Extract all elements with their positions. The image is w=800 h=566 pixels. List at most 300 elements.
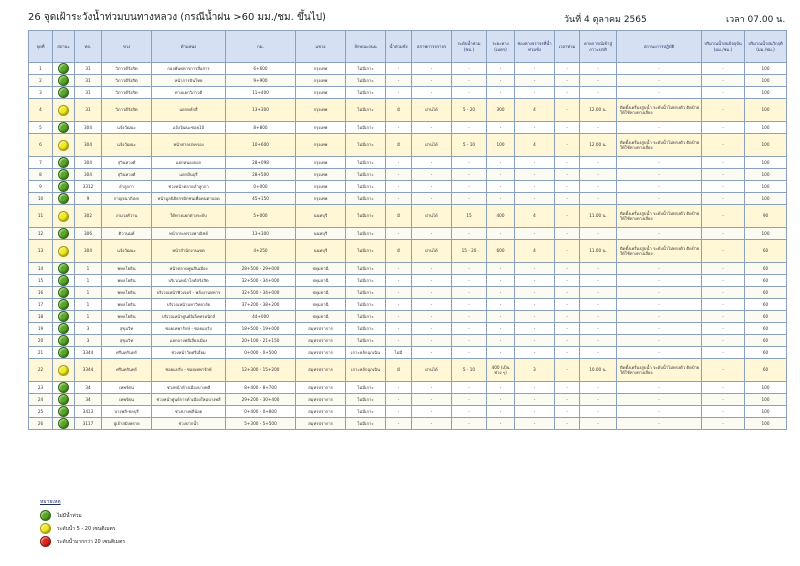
cell-floodtime: - (555, 63, 580, 75)
cell-critical: 100 (745, 406, 787, 418)
cell-critical: 100 (745, 122, 787, 134)
cell-road: ไม่มีเกาะ (346, 157, 386, 169)
cell-level: - (452, 181, 487, 193)
green-status-icon (58, 347, 69, 358)
cell-no: 7 (29, 157, 53, 169)
cell-flood: - (386, 63, 412, 75)
cell-traffic: - (412, 311, 452, 323)
cell-action: - (617, 382, 702, 394)
cell-traffic: - (412, 87, 452, 99)
cell-no: 3 (29, 87, 53, 99)
cell-road: ไม่มีเกาะ (346, 406, 386, 418)
cell-road: ไม่มีเกาะ (346, 311, 386, 323)
cell-rain: - (702, 275, 745, 287)
cell-flood: มี (386, 359, 412, 382)
cell-road: ไม่มีเกาะ (346, 99, 386, 122)
cell-status (53, 134, 75, 157)
cell-flood: - (386, 394, 412, 406)
cell-rain: - (702, 359, 745, 382)
cell-distance: - (487, 63, 515, 75)
cell-route: 3344 (75, 359, 102, 382)
cell-road: ไม่มีเกาะ (346, 181, 386, 193)
cell-level: - (452, 263, 487, 275)
cell-location: แยกบางพลีเลี่ยงเมือง (152, 335, 226, 347)
cell-road: ไม่มีเกาะ (346, 275, 386, 287)
cell-km: 8+400 - 8+700 (226, 382, 296, 394)
cell-critical: 100 (745, 193, 787, 205)
cell-flood: - (386, 335, 412, 347)
table-row (29, 63, 787, 75)
cell-lanes: - (515, 63, 555, 75)
cell-rain: - (702, 181, 745, 193)
cell-region: สมุทรปราการ (296, 323, 346, 335)
cell-route: 3 (75, 323, 102, 335)
cell-location: บริเวณหน้ามหาวิทยาลัย (152, 299, 226, 311)
cell-region: สมุทรปราการ (296, 382, 346, 394)
cell-region: กรุงเทพ (296, 99, 346, 122)
cell-traffic: - (412, 181, 452, 193)
cell-critical: 60 (745, 299, 787, 311)
cell-level: - (452, 63, 487, 75)
cell-lanes: 4 (515, 99, 555, 122)
cell-critical: 100 (745, 181, 787, 193)
cell-district: บางพลี-ชลบุรี (102, 406, 152, 418)
cell-route: 1 (75, 275, 102, 287)
cell-status (53, 99, 75, 122)
cell-status (53, 63, 75, 75)
cell-critical: 100 (745, 228, 787, 240)
cell-flood: - (386, 87, 412, 99)
cell-critical: 60 (745, 359, 787, 382)
cell-no: 1 (29, 63, 53, 75)
table-row (29, 275, 787, 287)
cell-distance: - (487, 418, 515, 430)
cell-critical: 100 (745, 134, 787, 157)
column-header: ตำแหน่ง (152, 31, 226, 63)
cell-distance: - (487, 275, 515, 287)
cell-km: 0+000 (226, 181, 296, 193)
cell-region: กรุงเทพ (296, 134, 346, 157)
cell-km: 13+300 (226, 228, 296, 240)
legend-label: ระดับน้ำมากกว่า 20 เซนติเมตร (57, 538, 126, 545)
cell-rain: - (702, 122, 745, 134)
cell-region: สมุทรปราการ (296, 394, 346, 406)
cell-traffic: - (412, 193, 452, 205)
green-status-icon (58, 335, 69, 346)
green-status-icon (58, 181, 69, 192)
cell-floodtime: - (555, 323, 580, 335)
flood-watch-table (28, 30, 787, 430)
cell-rain: - (702, 406, 745, 418)
column-header: สถานะ (53, 31, 75, 63)
cell-flood: มี (386, 205, 412, 228)
cell-location: ซอยเทพารักษ์ - ซอยแบริ่ง (152, 323, 226, 335)
cell-location: บริเวณหน้าฟิวเจอร์ - พลังงานทหาร (152, 287, 226, 299)
cell-level: - (452, 323, 487, 335)
green-status-icon (58, 299, 69, 310)
cell-route: 1 (75, 287, 102, 299)
table-row (29, 87, 787, 99)
cell-route: 34 (75, 394, 102, 406)
cell-level: 5 - 20 (452, 99, 487, 122)
table-row (29, 287, 787, 299)
cell-km: 9+900 (226, 75, 296, 87)
table-row (29, 157, 787, 169)
cell-distance: 400 (เป็นช่วง ๆ) (487, 359, 515, 382)
cell-road: ไม่มีเกาะ (346, 228, 386, 240)
green-status-icon (58, 228, 69, 239)
cell-distance: - (487, 394, 515, 406)
cell-level: - (452, 311, 487, 323)
cell-traffic: - (412, 335, 452, 347)
cell-road: ไม่มีเกาะ (346, 382, 386, 394)
cell-route: 304 (75, 122, 102, 134)
cell-floodtime: - (555, 87, 580, 99)
cell-road: ไม่มีเกาะ (346, 63, 386, 75)
cell-distance: - (487, 311, 515, 323)
cell-road: ไม่มีเกาะ (346, 193, 386, 205)
cell-level: - (452, 299, 487, 311)
cell-distance: - (487, 75, 515, 87)
cell-lanes: - (515, 394, 555, 406)
cell-floodtime: - (555, 299, 580, 311)
cell-rain: - (702, 75, 745, 87)
column-header: ทล. (75, 31, 102, 63)
cell-route: 1 (75, 299, 102, 311)
cell-km: 28+500 - 29+000 (226, 263, 296, 275)
red-status-icon (40, 536, 51, 547)
cell-district: สุวินทวงศ์ (102, 157, 152, 169)
cell-road: เกาะหลักฉุกเฉิน (346, 359, 386, 382)
table-row (29, 263, 787, 275)
cell-status (53, 347, 75, 359)
cell-recover: - (580, 287, 617, 299)
cell-rain: - (702, 240, 745, 263)
cell-flood: มี (386, 134, 412, 157)
cell-location: กองพันทหารการสื่อสาร (152, 63, 226, 75)
cell-rain: - (702, 323, 745, 335)
cell-no: 9 (29, 181, 53, 193)
cell-recover: 12.00 น. (580, 134, 617, 157)
cell-distance: - (487, 122, 515, 134)
cell-status (53, 263, 75, 275)
table-body (29, 63, 787, 430)
cell-critical: 100 (745, 418, 787, 430)
cell-flood: - (386, 122, 412, 134)
table-row (29, 323, 787, 335)
cell-no: 11 (29, 205, 53, 228)
cell-flood: - (386, 169, 412, 181)
table-row (29, 406, 787, 418)
cell-distance: 600 (487, 240, 515, 263)
cell-traffic: ผ่านได้ (412, 240, 452, 263)
cell-critical: 60 (745, 347, 787, 359)
cell-location: หน้าการบินไทย (152, 75, 226, 87)
cell-district: วิภาวดีรังสิต (102, 75, 152, 87)
cell-km: 4+250 (226, 240, 296, 263)
green-status-icon (58, 193, 69, 204)
yellow-status-icon (40, 523, 51, 534)
cell-status (53, 228, 75, 240)
green-status-icon (58, 406, 69, 417)
cell-floodtime: - (555, 287, 580, 299)
cell-district: วิภาวดีรังสิต (102, 63, 152, 75)
table-row (29, 75, 787, 87)
cell-lanes: - (515, 418, 555, 430)
cell-level: - (452, 382, 487, 394)
cell-km: 37+200 - 38+200 (226, 299, 296, 311)
cell-route: 3 (75, 335, 102, 347)
cell-floodtime: - (555, 311, 580, 323)
cell-flood: - (386, 263, 412, 275)
cell-no: 22 (29, 359, 53, 382)
cell-region: กรุงเทพ (296, 193, 346, 205)
cell-recover: - (580, 157, 617, 169)
cell-floodtime: - (555, 157, 580, 169)
cell-recover: - (580, 299, 617, 311)
cell-location: แยกหนองจอก (152, 157, 226, 169)
cell-distance: - (487, 406, 515, 418)
cell-rain: - (702, 87, 745, 99)
green-status-icon (58, 418, 69, 429)
green-status-icon (58, 75, 69, 86)
cell-district: แจ้งวัฒนะ (102, 240, 152, 263)
cell-critical: 100 (745, 87, 787, 99)
cell-distance: 100 (487, 134, 515, 157)
cell-district: พหลโยธิน (102, 299, 152, 311)
cell-road: ไม่มีเกาะ (346, 299, 386, 311)
cell-lanes: - (515, 75, 555, 87)
column-header: ปริมาณน้ำฝนวิกฤติ (มม./ชม.) (745, 31, 787, 63)
legend-title: หมายเหตุ (40, 499, 61, 505)
cell-traffic: - (412, 382, 452, 394)
legend (40, 498, 125, 548)
cell-status (53, 382, 75, 394)
cell-floodtime: - (555, 406, 580, 418)
cell-no: 2 (29, 75, 53, 87)
cell-road: ไม่มีเกาะ (346, 87, 386, 99)
cell-route: 304 (75, 157, 102, 169)
cell-lanes: 4 (515, 134, 555, 157)
cell-flood: - (386, 323, 412, 335)
cell-floodtime: - (555, 347, 580, 359)
cell-critical: 100 (745, 394, 787, 406)
cell-flood: - (386, 406, 412, 418)
table-row (29, 205, 787, 228)
cell-district: เทพรัตน (102, 394, 152, 406)
green-status-icon (58, 122, 69, 133)
table-row (29, 228, 787, 240)
column-header: กม. (226, 31, 296, 63)
cell-rain: - (702, 394, 745, 406)
cell-action: - (617, 87, 702, 99)
cell-traffic: - (412, 347, 452, 359)
cell-lanes: - (515, 122, 555, 134)
cell-lanes: - (515, 181, 555, 193)
cell-lanes: - (515, 382, 555, 394)
legend-item (40, 535, 125, 548)
cell-status (53, 418, 75, 430)
cell-traffic: - (412, 323, 452, 335)
table-row (29, 169, 787, 181)
cell-status (53, 359, 75, 382)
cell-action: - (617, 122, 702, 134)
cell-region: นนทบุรี (296, 240, 346, 263)
cell-lanes: - (515, 406, 555, 418)
cell-action: - (617, 323, 702, 335)
cell-action: - (617, 193, 702, 205)
cell-floodtime: - (555, 122, 580, 134)
cell-rain: - (702, 418, 745, 430)
cell-location: ซอยแบริ่ง - ซอยเทพารักษ์ (152, 359, 226, 382)
cell-status (53, 87, 75, 99)
cell-flood: - (386, 311, 412, 323)
column-header: แขวง (296, 31, 346, 63)
cell-km: 45+150 (226, 193, 296, 205)
cell-route: 31 (75, 75, 102, 87)
cell-status (53, 394, 75, 406)
table-row (29, 418, 787, 430)
cell-district: พหลโยธิน (102, 311, 152, 323)
cell-status (53, 240, 75, 263)
cell-route: 34 (75, 382, 102, 394)
cell-level: - (452, 193, 487, 205)
green-status-icon (58, 311, 69, 322)
cell-floodtime: - (555, 382, 580, 394)
cell-critical: 60 (745, 287, 787, 299)
cell-action: - (617, 299, 702, 311)
cell-district: ศรีนครินทร์ (102, 347, 152, 359)
cell-route: 3312 (75, 181, 102, 193)
cell-critical: 100 (745, 63, 787, 75)
column-header: ช่องทางจราจรที่น้ำท่วมขัง (515, 31, 555, 63)
cell-route: 304 (75, 169, 102, 181)
cell-no: 20 (29, 335, 53, 347)
cell-critical: 100 (745, 75, 787, 87)
cell-level: - (452, 87, 487, 99)
cell-flood: - (386, 181, 412, 193)
cell-floodtime: - (555, 394, 580, 406)
cell-recover: 10.00 น. (580, 359, 617, 382)
cell-location: ช่วงบางพลีน้อย (152, 406, 226, 418)
cell-level: 15 - 20 (452, 240, 487, 263)
cell-route: 3344 (75, 347, 102, 359)
cell-distance: - (487, 382, 515, 394)
cell-critical: 100 (745, 99, 787, 122)
cell-no: 21 (29, 347, 53, 359)
cell-recover: - (580, 406, 617, 418)
legend-label: ไม่มีน้ำท่วม (57, 512, 82, 519)
cell-recover: - (580, 228, 617, 240)
cell-flood: - (386, 299, 412, 311)
cell-district: วิภาวดีรังสิต (102, 99, 152, 122)
cell-traffic: - (412, 263, 452, 275)
cell-region: ปทุมธานี (296, 263, 346, 275)
green-status-icon (58, 382, 69, 393)
cell-rain: - (702, 157, 745, 169)
cell-road: ไม่มีเกาะ (346, 240, 386, 263)
cell-road: ไม่มีเกาะ (346, 394, 386, 406)
cell-flood: มี (386, 99, 412, 122)
cell-flood: - (386, 228, 412, 240)
cell-location: หน้ากระทรวงพาณิชย์ (152, 228, 226, 240)
cell-action: ติดตั้งเครื่องสูบน้ำ ระดับน้ำไม่ทรงตัว ติดป้ายให้ใช้ทางทางเลี่ยง (617, 205, 702, 228)
cell-recover: - (580, 382, 617, 394)
cell-flood: - (386, 287, 412, 299)
cell-distance: - (487, 169, 515, 181)
cell-route: 9 (75, 193, 102, 205)
cell-district: พหลโยธิน (102, 263, 152, 275)
cell-floodtime: - (555, 193, 580, 205)
green-status-icon (58, 287, 69, 298)
cell-status (53, 287, 75, 299)
cell-action: - (617, 157, 702, 169)
cell-no: 8 (29, 169, 53, 181)
cell-lanes: - (515, 157, 555, 169)
cell-action: - (617, 263, 702, 275)
cell-distance: - (487, 87, 515, 99)
cell-district: เทพรัตน (102, 382, 152, 394)
cell-level: - (452, 169, 487, 181)
cell-critical: 100 (745, 382, 787, 394)
column-header: คาดการณ์เข้าสู่ภาวะปกติ (580, 31, 617, 63)
table-row (29, 99, 787, 122)
cell-route: 304 (75, 134, 102, 157)
cell-critical: 60 (745, 311, 787, 323)
cell-distance: - (487, 335, 515, 347)
cell-location: หน้าสำนักงานเขต (152, 240, 226, 263)
cell-traffic: - (412, 406, 452, 418)
cell-action: - (617, 169, 702, 181)
cell-lanes: 4 (515, 205, 555, 228)
cell-recover: 11.00 น. (580, 240, 617, 263)
cell-route: 306 (75, 228, 102, 240)
cell-route: 1 (75, 311, 102, 323)
cell-rain: - (702, 228, 745, 240)
cell-road: เกาะหลักฉุกเฉิน (346, 347, 386, 359)
cell-action: ติดตั้งเครื่องสูบน้ำ ระดับน้ำไม่ทรงตัว ติดป้ายให้ใช้ทางทางเลี่ยง (617, 359, 702, 382)
cell-flood: มี (386, 240, 412, 263)
table-header-row (29, 31, 787, 63)
cell-floodtime: - (555, 134, 580, 157)
cell-rain: - (702, 263, 745, 275)
cell-region: กรุงเทพ (296, 169, 346, 181)
cell-road: ไม่มีเกาะ (346, 122, 386, 134)
cell-traffic: - (412, 122, 452, 134)
cell-distance: - (487, 193, 515, 205)
green-status-icon (58, 275, 69, 286)
cell-lanes: - (515, 228, 555, 240)
cell-status (53, 157, 75, 169)
cell-flood: - (386, 157, 412, 169)
cell-rain: - (702, 347, 745, 359)
cell-district: วิภาวดีรังสิต (102, 87, 152, 99)
cell-status (53, 205, 75, 228)
cell-location: ช่วงหน้าวัดศรีเอี่ยม (152, 347, 226, 359)
cell-flood: - (386, 193, 412, 205)
column-header: สภาพการจราจร (412, 31, 452, 63)
cell-floodtime: - (555, 169, 580, 181)
cell-lanes: - (515, 347, 555, 359)
legend-label: ระดับน้ำ 5 - 20 เซนติเมตร (57, 525, 116, 532)
cell-region: กรุงเทพ (296, 63, 346, 75)
cell-km: 18+500 - 19+000 (226, 323, 296, 335)
cell-recover: 11.00 น. (580, 205, 617, 228)
cell-level: 5 - 10 (452, 134, 487, 157)
cell-km: 8+800 (226, 122, 296, 134)
cell-location: หน้ามูลนิธิธรรมิกชนเพื่อคนตาบอด (152, 193, 226, 205)
cell-road: ไม่มีเกาะ (346, 205, 386, 228)
